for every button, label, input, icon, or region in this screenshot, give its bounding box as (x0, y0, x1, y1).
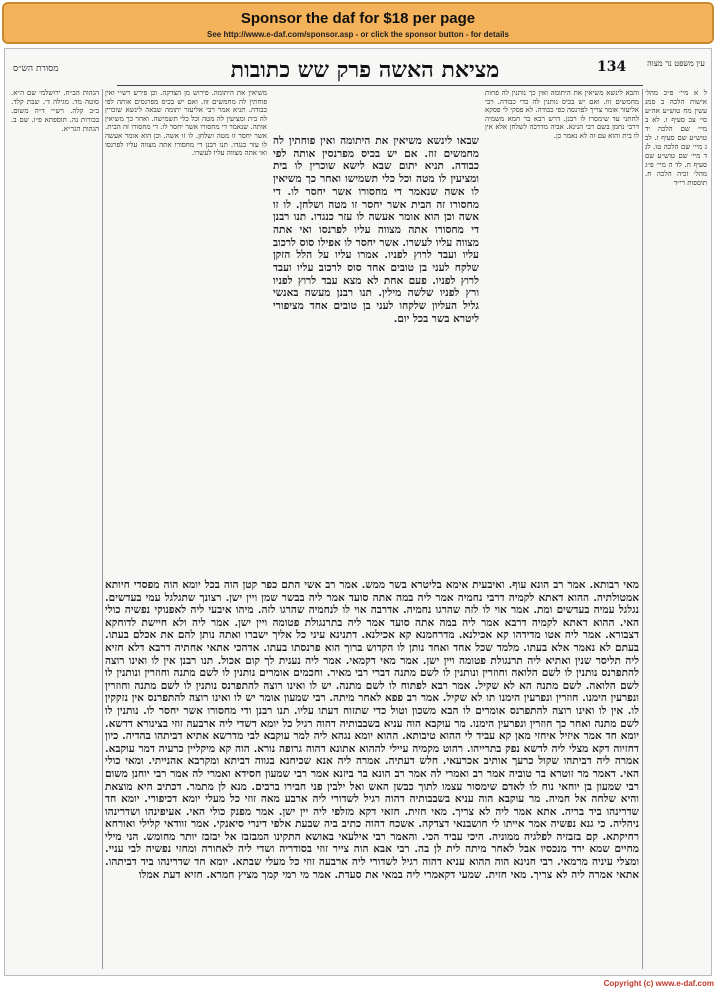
talmud-page (4, 48, 712, 976)
gemara-text-lower: מאי רבותא. אמר רב הונא עוף. ואיבעית אימא בליטרא בשר ממש. אמר רב אשי התם כפר קטן הוה בכל יומא הוה מפסדי חיותא אמטולתיה. ההוא דאתא לקמיה דרבי נחמיה אמר ליה במה אתה סועד אמר ליה בבשר שמן ויין ישן. רצונך שתגלגל עמי בעדשים. נגלגל עמיה בעדשים ומת. אמר אוי לו לזה שהרגו נחמיה. אדרבה אוי לו לנחמיה שהרגו לזה. מיהו איבעי ליה לאפנוקי נפשיה כולי האי. ההוא דאתא לקמיה דרבא אמר ליה במה אתה סועד אמר ליה בתרנגולת פטומה ויין ישן. אמר ליה ולא חיישת לדוחקא דצבורא. אמר ליה אטו מדידהו קא אכילנא. מדרחמנא קא אכילנא. דתנינא עיני כל אליך ישברו ואתה נותן להם את אכלם בעתו. בעתם לא נאמר אלא בעתו. מלמד שכל אחד ואחד נותן לו הקדוש ברוך הוא פרנסתו בעתו. אדהכי אתאי אחתיה דרבא דלא חזיא ליה תליסר שנין ואתיא ליה תרנגולת פטומה ויין ישן. אמר מאי דקמאי. אמר ליה נענית לך קום אכול. תנו רבנן אין לו ואינו רוצה להתפרנס נותנין לו לשם הלואה וחוזרין ונותנין לו לשם מתנה דברי רבי מאיר. וחכמים אומרים נותנין לו לשם מתנה וחוזרין ונותנין לו לשם הלואה. לשם מתנה הא לא שקיל. אמר רבא לפתוח לו לשם מתנה. יש לו ואינו רוצה להתפרנס נותנין לו לשם מתנה וחוזרין ונפרעין הימנו. חוזרין ונפרעין הימנו תו לא שקיל. אמר רב פפא לאחר מיתה. רבי שמעון אומר יש לו ואינו רוצה להתפרנס אין נזקקין לו. אין לו ואינו רוצה להתפרנס אומרים לו הבא משכון וטול כדי שתזוח דעתו עליו. תנו רבנן ודי מחסורו אשר יחסר לו. נותנין לו לשם מתנה ואחר כך חוזרין ונפרעין הימנו. מר עוקבא הוה עניא בשבבותיה דהוה רגיל כל יומא דשדי ליה ארבעה זוזי בצינורא דדשא. יומא חד אמר איזיל איחזי מאן קא עביד לי ההוא טיבותא. ההוא יומא נגהא ליה למר עוקבא לבי מדרשא אתיא דביתהו בהדיה. כיון דחזיוה דקא מצלי ליה לדשא נפק בתרייהו. רהוט מקמיה עיילי לההוא אתונא דהוה גרופה נורא. הוה קא מיקליין כרעיה דמר עוקבא. אמרה ליה דביתהו שקול כרעך אותיב אכרעאי. חלש דעתיה. אמרה ליה אנא שכיחנא בגווה דביתא ומקרבא אהנייתי. ומאי כולי האי. דאמר מר זוטרא בר טוביה אמר רב ואמרי לה אמר רב הונא בר ביזנא אמר רבי שמעון חסידא ואמרי לה אמר רבי יוחנן משום רבי שמעון בן יוחאי נוח לו לאדם שימסור עצמו לתוך כבשן האש ואל ילבין פני חבירו ברבים. מנא לן מתמר. דכתיב היא מוצאת והיא שלחה אל חמיה. מר עוקבא הוה עניא בשבבותיה דהוה רגיל לשדורי ליה ארבע מאה זוזי כל מעלי יומא דכיפורי. יומא חד שדרינהו ביד בריה. אתא אמר ליה לא צריך. מאי חזית. חזאי דקא מזלפי ליה יין ישן. אמר מפנק כולי האי. אעיפינהו ושדרינהו ניהליה. כי גנא נפשיה אמר אייתו לי חושבנאי דצדקה. אשכח דהוה כתיב ביה שבעת אלפי דינרי סיאנקי. אמר זוודאי קלילי ואורחא רחיקתא. קם בזבזיה לפלגיה ממוניה. היכי עביד הכי. והאמר רבי אילעאי באושא התקינו המבזבז אל יבזבז יותר מחומש. הני מילי מחיים שמא ירד מנכסיו אבל לאחר מיתה לית לן בה. רבי אבא הוה צייר זוזי בסודריה ושדי ליה לאחורה ומחזי נפשיה לבי עניי. ומצלי עיניה מרמאי. רבי חנינא הוה ההוא עניא דהוה רגיל לשדורי ליה ארבעה זוזי כל מעלי שבתא. יומא חד שדרינהו ביד דביתהו. אתאי אמרה ליה לא צריך. מאי חזית. שמעי דקאמרי ליה במאי את סעדת. אמר מי רמי קמך מציץ חמרא. חזיא דעת אמלו (105, 579, 639, 881)
header-rule (117, 85, 643, 86)
copyright-notice: Copyright (c) www.e-daf.com (603, 979, 714, 988)
masoret-hashas-label: מסורת הש״ס (13, 64, 59, 74)
ein-mishpat-label: עין משפט נר מצוה (647, 59, 705, 68)
page-header (5, 57, 711, 85)
rashi-commentary: והבא לינשא משיאין את היתומה ואין כך נותנין לה פחות מחמשים זוז. ואם יש בכיס נותנין לה כדי כבודה. רבי אליעזר אומר צריך לפרנסה כפי כבודה. לא פסקי לי פסקא לחתני עד שימסרו לו רבנן. דרש רבא בר חמא משמיה דרבי נחמן בשם רבי הנינא. אביה מדרכה לשלחן אלא אין לו בית והוא עם זה לא נאמר כן. (485, 89, 639, 140)
sponsor-subline: See http://www.e-daf.com/sponsor.asp - or click the sponsor button - for details (207, 30, 509, 39)
tosafot-commentary: משיאין את היתומה. פירוש מן הצדקה. וכן פירש רש״י ואין פוחתין לה מחמשים זוז. ואם יש בכיס מפרנסים אותה לפי כבודה. תניא אמר רבי אליעזר יתומה שבאה לינשא שוכרין לה בית ומציעין לה מטה וכל כלי תשמישה. ואחר כך משיאין אותה. שנאמר די מחסורו אשר יחסר לו. די מחסורו זה הבית. אשר יחסר זו מטה ושלחן. לו זו אשה. וכן הוא אומר אעשה לו עזר כנגדו. תנו רבנן די מחסורו אתה מצווה עליו לפרנסו ואי אתה מצווה עליו לעשרו. (105, 89, 267, 158)
right-margin-divider (642, 89, 643, 969)
page-title: מציאת האשה פרק שש כתובות (230, 57, 500, 83)
left-margin-divider (102, 89, 103, 969)
sponsor-headline: Sponsor the daf for $18 per page (240, 10, 476, 27)
masoret-hashas-column: הגהות הב״ח. ירושלמי שם ה״א. סוטה מד. מגילה ד׳. שבת קלד. ב״ב קלה. רש״י ד״ה משום. בכורות נה. תוספתא פ״ו. שם ב. הגהות הגר״א. (11, 89, 99, 133)
sponsor-banner[interactable] (2, 2, 714, 44)
ein-mishpat-column: ל א מיי׳ פ״כ מהל׳ אישות הלכה ב סמג עשין מח טוש״ע אה״ע סי׳ צב סעיף ו. לא ב מיי׳ שם הלכה יד טוש״ע שם סעיף ז. לב ג מיי׳ שם הלכה טו. לג ד מיי׳ שם טוש״ע שם סעיף ח. לד ה מיי׳ פ״ג מהל׳ זכיה הלכה ח. תוספות רי״ד (645, 89, 707, 187)
page-number: 134 (597, 59, 627, 75)
gemara-text-upper: שבאו לינשא משיאין את היתומה ואין פוחתין לה מחמשים זוז. אם יש בכיס מפרנסין אותה לפי כבודה. תניא יתום שבא לישא שוכרין לו בית ומציעין לו מטה וכל כלי תשמישו ואחר כך משיאין לו אשה שנאמר די מחסורו אשר יחסר לו. די מחסורו זה הבית אשר יחסר זו מטה ושלחן. לו זו אשה וכן הוא אומר אעשה לו עזר כנגדו. תנו רבנן די מחסורו אתה מצווה עליו לפרנסו ואי אתה מצווה עליו לעשרו. אשר יחסר לו אפילו סוס לרכוב עליו ועבד לרוץ לפניו. אמרו עליו על הלל הזקן שלקח לעני בן טובים אחד סוס לרכוב עליו ועבד לרוץ לפניו. פעם אחת לא מצא עבד לרוץ לפניו ורץ לפניו שלשה מילין. תנו רבנן מעשה באנשי גליל העליון שלקחו לעני בן טובים אחד מציפורי ליטרא בשר בכל יום. (273, 135, 479, 325)
